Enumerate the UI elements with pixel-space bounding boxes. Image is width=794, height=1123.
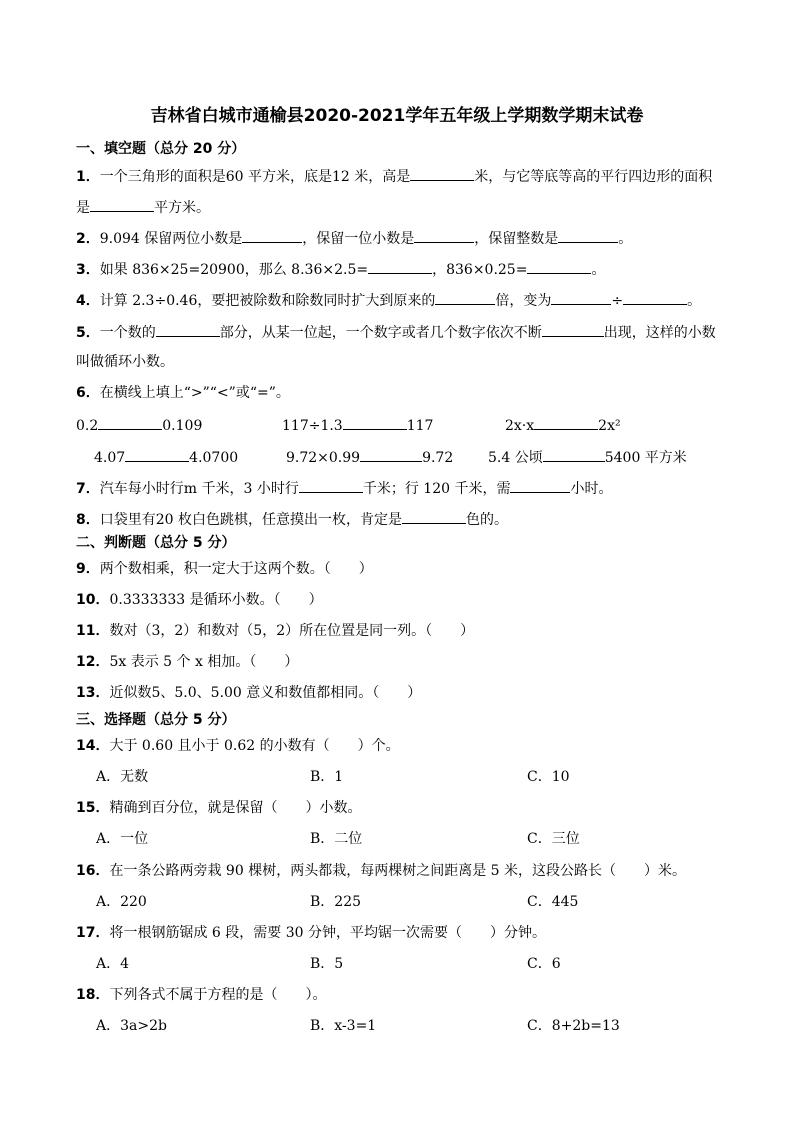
question-8 <box>76 508 508 530</box>
question-text: 米，与它等底等高的平行四边形的面积 <box>474 169 713 185</box>
question-3 <box>76 258 605 280</box>
question-number: 17． <box>76 925 110 941</box>
compare-right: 9.72 <box>422 450 454 466</box>
option-c[interactable]: C．8+2b=13 <box>527 1018 620 1034</box>
question-text: 在横线上填上“>”“<”或“=”。 <box>99 385 290 401</box>
question-number: 11． <box>76 623 110 639</box>
answer-blank[interactable] <box>510 477 570 493</box>
compare-right: 2x² <box>598 418 621 434</box>
compare-left: 9.72×0.99 <box>286 450 361 466</box>
answer-blank[interactable] <box>242 227 302 243</box>
answer-blank[interactable] <box>90 196 154 212</box>
question-15 <box>76 798 361 818</box>
compare-right: 0.109 <box>162 418 203 434</box>
compare-left: 4.07 <box>94 450 126 466</box>
question-6 <box>76 383 290 403</box>
question-14 <box>76 736 400 756</box>
answer-blank[interactable] <box>299 477 363 493</box>
question-text: 倍，变为 <box>495 293 552 309</box>
question-number: 2． <box>76 231 100 247</box>
answer-blank[interactable] <box>435 289 495 305</box>
question-text: 5x 表示 5 个 x 相加。（ ） <box>109 654 299 670</box>
answer-blank[interactable] <box>623 289 687 305</box>
answer-blank[interactable] <box>527 258 591 274</box>
question-text: ，836×0.25= <box>432 262 528 278</box>
compare-item <box>488 446 687 468</box>
option-b[interactable]: B．x-3=1 <box>310 1018 377 1034</box>
question-text: 数对（3，2）和数对（5，2）所在位置是同一列。（ ） <box>109 623 475 639</box>
question-text: 是 <box>76 200 90 216</box>
question-number: 1． <box>76 169 100 185</box>
question-10 <box>76 590 323 610</box>
answer-blank[interactable] <box>402 508 466 524</box>
option-b[interactable]: B．225 <box>310 894 362 910</box>
question-5-cont: 叫做循环小数。 <box>76 354 174 370</box>
compare-right: 5400 平方米 <box>604 450 687 466</box>
question-18 <box>76 985 326 1005</box>
answer-blank[interactable] <box>343 414 407 430</box>
question-text: 9.094 保留两位小数是 <box>99 231 243 247</box>
question-number: 8． <box>76 512 100 528</box>
question-text: 色的。 <box>466 512 509 528</box>
question-number: 14． <box>76 738 110 754</box>
question-17 <box>76 923 546 943</box>
question-text: 下列各式不属于方程的是（ ）。 <box>109 987 327 1003</box>
question-number: 16． <box>76 863 110 879</box>
question-number: 18． <box>76 987 110 1003</box>
question-2 <box>76 227 632 249</box>
answer-blank[interactable] <box>125 446 189 462</box>
question-9 <box>76 559 373 579</box>
answer-blank[interactable] <box>156 321 220 337</box>
section-multiple-choice: 三、选择题（总分 5 分） <box>76 712 236 728</box>
question-text: ，保留整数是 <box>474 231 559 247</box>
question-text: ，保留一位小数是 <box>302 231 415 247</box>
question-text: 大于 0.60 且小于 0.62 的小数有（ ）个。 <box>109 738 400 754</box>
compare-left: 2x·x <box>505 418 535 434</box>
question-number: 4． <box>76 293 100 309</box>
option-b[interactable]: B．1 <box>310 769 344 785</box>
question-text: 。 <box>618 231 633 247</box>
compare-left: 0.2 <box>76 418 99 434</box>
question-number: 15． <box>76 800 110 816</box>
compare-item <box>286 446 453 468</box>
compare-right: 117 <box>406 418 434 434</box>
compare-left: 117÷1.3 <box>282 418 343 434</box>
question-text: 出现，这样的小数 <box>603 325 716 341</box>
option-a[interactable]: A．4 <box>96 956 130 972</box>
answer-blank[interactable] <box>98 414 162 430</box>
question-5 <box>76 321 716 343</box>
question-text: 部分，从某一位起，一个数字或者几个数字依次不断 <box>219 325 542 341</box>
question-text: 在一条公路两旁栽 90 棵树，两头都栽，每两棵树之间距离是 5 米，这段公路长（ ）米。 <box>109 863 687 879</box>
question-number: 13． <box>76 685 110 701</box>
answer-blank[interactable] <box>368 258 432 274</box>
option-a[interactable]: A．无数 <box>96 769 149 785</box>
question-13 <box>76 683 421 703</box>
option-b[interactable]: B．二位 <box>310 831 363 847</box>
question-number: 5． <box>76 325 100 341</box>
option-a[interactable]: A．220 <box>96 894 147 910</box>
question-text: 平方米。 <box>154 200 210 216</box>
question-text: 精确到百分位，就是保留（ ）小数。 <box>109 800 362 816</box>
page-title: 吉林省白城市通榆县2020-2021学年五年级上学期数学期末试卷 <box>150 106 644 126</box>
question-number: 12． <box>76 654 110 670</box>
compare-item <box>76 414 202 436</box>
question-text: 。 <box>591 262 606 278</box>
question-text: 0.3333333 是循环小数。（ ） <box>109 592 323 608</box>
question-text: 如果 836×25=20900，那么 8.36×2.5= <box>99 262 369 278</box>
compare-item <box>282 414 433 436</box>
question-text: 一个数的 <box>99 325 156 341</box>
question-text: 汽车每小时行m 千米，3 小时行 <box>99 481 299 497</box>
section-true-false: 二、判断题（总分 5 分） <box>76 535 236 551</box>
question-text: 口袋里有20 枚白色跳棋，任意摸出一枚，肯定是 <box>99 512 403 528</box>
question-text: ÷ <box>611 293 624 309</box>
question-1-cont <box>76 196 210 218</box>
answer-blank[interactable] <box>534 414 598 430</box>
question-11 <box>76 621 474 641</box>
compare-left: 5.4 公顷 <box>488 450 543 466</box>
answer-blank[interactable] <box>551 289 611 305</box>
question-text: 计算 2.3÷0.46，要把被除数和除数同时扩大到原来的 <box>99 293 436 309</box>
question-4 <box>76 289 701 311</box>
option-c[interactable]: C．三位 <box>527 831 580 847</box>
option-a[interactable]: A．3a>2b <box>96 1018 167 1034</box>
question-number: 9． <box>76 561 100 577</box>
question-1 <box>76 165 712 187</box>
question-number: 6． <box>76 385 100 401</box>
answer-blank[interactable] <box>410 165 474 181</box>
question-text: 小时。 <box>570 481 613 497</box>
option-a[interactable]: A．一位 <box>96 831 149 847</box>
compare-item <box>505 414 621 436</box>
question-text: 将一根钢筋锯成 6 段，需要 30 分钟，平均锯一次需要（ ）分钟。 <box>109 925 547 941</box>
option-c[interactable]: C．10 <box>527 769 570 785</box>
question-text: 两个数相乘，积一定大于这两个数。（ ） <box>99 561 373 577</box>
option-c[interactable]: C．6 <box>527 956 561 972</box>
question-7 <box>76 477 612 499</box>
answer-blank[interactable] <box>414 227 474 243</box>
question-number: 7． <box>76 481 100 497</box>
question-text: 一个三角形的面积是60 平方米，底是12 米，高是 <box>99 169 411 185</box>
answer-blank[interactable] <box>360 446 422 462</box>
question-number: 3． <box>76 262 100 278</box>
answer-blank[interactable] <box>558 227 618 243</box>
answer-blank[interactable] <box>543 446 605 462</box>
section-fill-in: 一、填空题（总分 20 分） <box>76 141 246 157</box>
question-text: 千米；行 120 千米，需 <box>362 481 511 497</box>
question-12 <box>76 652 298 672</box>
question-text: 。 <box>687 293 702 309</box>
option-b[interactable]: B．5 <box>310 956 344 972</box>
question-16 <box>76 861 686 881</box>
compare-right: 4.0700 <box>189 450 239 466</box>
compare-item <box>94 446 238 468</box>
option-c[interactable]: C．445 <box>527 894 579 910</box>
question-number: 10． <box>76 592 110 608</box>
answer-blank[interactable] <box>542 321 604 337</box>
question-text: 近似数5、5.0、5.00 意义和数值都相同。（ ） <box>109 685 422 701</box>
